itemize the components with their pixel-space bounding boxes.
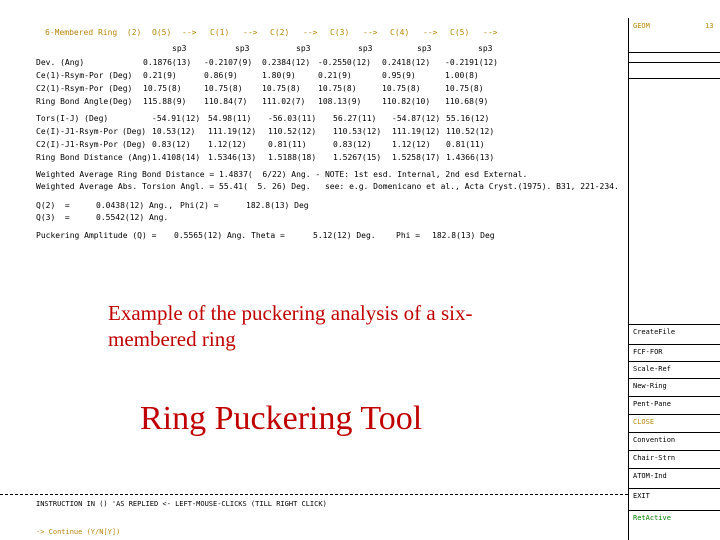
- hybridization-cell: sp3: [358, 44, 373, 53]
- table-cell: 110.82(10): [382, 97, 431, 106]
- table-cell: 10.75(8): [445, 84, 484, 93]
- row-unit: (Deg): [122, 127, 147, 136]
- table-cell: 0.81(11): [446, 140, 485, 149]
- table-cell: 110.52(12): [446, 127, 495, 136]
- table-cell: 0.21(9): [143, 71, 177, 80]
- table-cell: 0.2384(12): [262, 58, 311, 67]
- atom-label: -->: [483, 28, 498, 37]
- table-cell: 55.16(12): [446, 114, 490, 123]
- atom-label: -->: [303, 28, 318, 37]
- row-label: Ring Bond Angle(Deg): [36, 97, 133, 106]
- menu-item-pent-pane[interactable]: Pent-Pane: [633, 400, 671, 408]
- table-cell: 1.00(8): [445, 71, 479, 80]
- menu-item-convention[interactable]: Convention: [633, 436, 676, 444]
- menu-item-createfile[interactable]: CreateFile: [633, 328, 676, 336]
- table-cell: 1.5188(18): [268, 153, 317, 162]
- description-caption: Example of the puckering analysis of a six-membered ring: [108, 301, 473, 351]
- table-cell: 110.84(7): [204, 97, 248, 106]
- table-cell: 1.12(12): [208, 140, 247, 149]
- table-cell: 1.80(9): [262, 71, 296, 80]
- table-cell: -54.91(12): [152, 114, 201, 123]
- hybridization-cell: sp3: [172, 44, 187, 53]
- hybridization-cell: sp3: [417, 44, 432, 53]
- atom-label: -->: [363, 28, 378, 37]
- atom-label: C(4): [390, 28, 410, 37]
- table-cell: 115.88(9): [143, 97, 187, 106]
- table-cell: 111.19(12): [208, 127, 257, 136]
- atom-label: -->: [243, 28, 258, 37]
- menu-item-new-ring[interactable]: New-Ring: [633, 382, 667, 390]
- table-cell: 0.81(11): [268, 140, 307, 149]
- table-cell: 10.75(8): [143, 84, 182, 93]
- table-cell: 10.75(8): [382, 84, 421, 93]
- table-cell: 0.83(12): [152, 140, 191, 149]
- hybridization-cell: sp3: [478, 44, 493, 53]
- q2-value: 0.0438(12) Ang.,: [96, 201, 174, 210]
- table-cell: 1.5267(15): [333, 153, 382, 162]
- menu-item-fcf-for[interactable]: FCF-FOR: [633, 348, 663, 356]
- hybridization-cell: sp3: [235, 44, 250, 53]
- table-cell: 110.52(12): [268, 127, 317, 136]
- atom-label: C(2): [270, 28, 290, 37]
- puckering-label: Puckering Amplitude (Q) =: [36, 231, 157, 240]
- table-cell: 0.1876(13): [143, 58, 192, 67]
- row-label: Ce(I)-J1-Rsym-Por: [36, 127, 118, 136]
- table-cell: -0.2191(12): [445, 58, 498, 67]
- atom-label: C(3): [330, 28, 350, 37]
- table-cell: 10.75(8): [262, 84, 301, 93]
- phi2-value: 182.8(13) Deg: [246, 201, 309, 210]
- row-label: Dev. (Ang): [36, 58, 85, 67]
- row-label: C2(I)-J1-Rsym-Por: [36, 140, 118, 149]
- table-cell: 1.4366(13): [446, 153, 495, 162]
- puckering-q: 0.5565(12) Ang. Theta =: [174, 231, 285, 240]
- puckering-phi: 182.8(13) Deg: [432, 231, 495, 240]
- hybridization-cell: sp3: [296, 44, 311, 53]
- row-label: Tors(I-J) (Deg): [36, 114, 109, 123]
- table-cell: 0.86(9): [204, 71, 238, 80]
- row-label: Ring Bond Distance (Ang): [36, 153, 152, 162]
- table-cell: 10.75(8): [204, 84, 243, 93]
- atom-label: C(1): [210, 28, 230, 37]
- atom-label: C(5): [450, 28, 470, 37]
- puckering-theta: 5.12(12) Deg.: [313, 231, 376, 240]
- table-cell: -56.03(11): [268, 114, 317, 123]
- row-label: Ce(1)-Rsym-Por (Deg): [36, 71, 133, 80]
- menu-item-exit[interactable]: EXIT: [633, 492, 650, 500]
- table-cell: 110.68(9): [445, 97, 489, 106]
- table-cell: 54.98(11): [208, 114, 252, 123]
- continue-prompt[interactable]: -> Continue (Y/N[Y]): [36, 528, 121, 536]
- phi2-label: Phi(2) =: [180, 201, 219, 210]
- tool-title: Ring Puckering Tool: [140, 400, 423, 437]
- puckering-phi-label: Phi =: [396, 231, 421, 240]
- menu-item-scale-ref[interactable]: Scale-Ref: [633, 365, 671, 373]
- q3-label: Q(3) =: [36, 213, 70, 222]
- atom-label: -->: [423, 28, 438, 37]
- table-cell: 1.12(12): [392, 140, 431, 149]
- row-label: C2(1)-Rsym-Por (Deg): [36, 84, 133, 93]
- menu-item-retactive[interactable]: RetActive: [633, 514, 671, 522]
- table-cell: 1.5258(17): [392, 153, 441, 162]
- table-cell: -54.87(12): [392, 114, 441, 123]
- menu-item-close[interactable]: CLOSE: [633, 418, 655, 426]
- panel-number: 13: [705, 22, 714, 30]
- table-cell: 111.19(12): [392, 127, 441, 136]
- table-cell: 10.75(8): [318, 84, 357, 93]
- q3-value: 0.5542(12) Ang.: [96, 213, 169, 222]
- instruction-text: INSTRUCTION IN () 'AS REPLIED <- LEFT-MOUSE-CLICKS (TILL RIGHT CLICK): [36, 500, 327, 508]
- table-cell: 1.4108(14): [152, 153, 201, 162]
- row-unit: (Deg): [122, 140, 147, 149]
- table-cell: 0.83(12): [333, 140, 372, 149]
- table-cell: 56.27(11): [333, 114, 377, 123]
- right-menu-panel: [628, 18, 720, 540]
- table-cell: 0.2418(12): [382, 58, 431, 67]
- divider: [0, 494, 628, 495]
- ring-title: 6-Membered Ring (2): [45, 28, 142, 37]
- atom-label: O(5): [152, 28, 172, 37]
- summary-distance: Weighted Average Ring Bond Distance = 1.4837( 6/22) Ang. - NOTE: 1st esd. Internal, 2nd esd External.: [36, 170, 528, 179]
- table-cell: 10.53(12): [152, 127, 196, 136]
- table-cell: 0.95(9): [382, 71, 416, 80]
- table-cell: -0.2550(12): [318, 58, 371, 67]
- table-cell: -0.2107(9): [204, 58, 253, 67]
- table-cell: 111.02(7): [262, 97, 306, 106]
- panel-label: GEOM: [633, 22, 650, 30]
- summary-torsion: Weighted Average Abs. Torsion Angl. = 55.41( 5. 26) Deg. see: e.g. Domenicano et al., Acta Cryst.(1975). B31, 221-234.: [36, 182, 619, 191]
- menu-item-atom-ind[interactable]: ATOM-Ind: [633, 472, 667, 480]
- q2-label: Q(2) =: [36, 201, 70, 210]
- atom-label: -->: [182, 28, 197, 37]
- table-cell: 108.13(9): [318, 97, 362, 106]
- menu-item-chair-strn[interactable]: Chair-Strn: [633, 454, 676, 462]
- table-cell: 110.53(12): [333, 127, 382, 136]
- table-cell: 0.21(9): [318, 71, 352, 80]
- table-cell: 1.5346(13): [208, 153, 257, 162]
